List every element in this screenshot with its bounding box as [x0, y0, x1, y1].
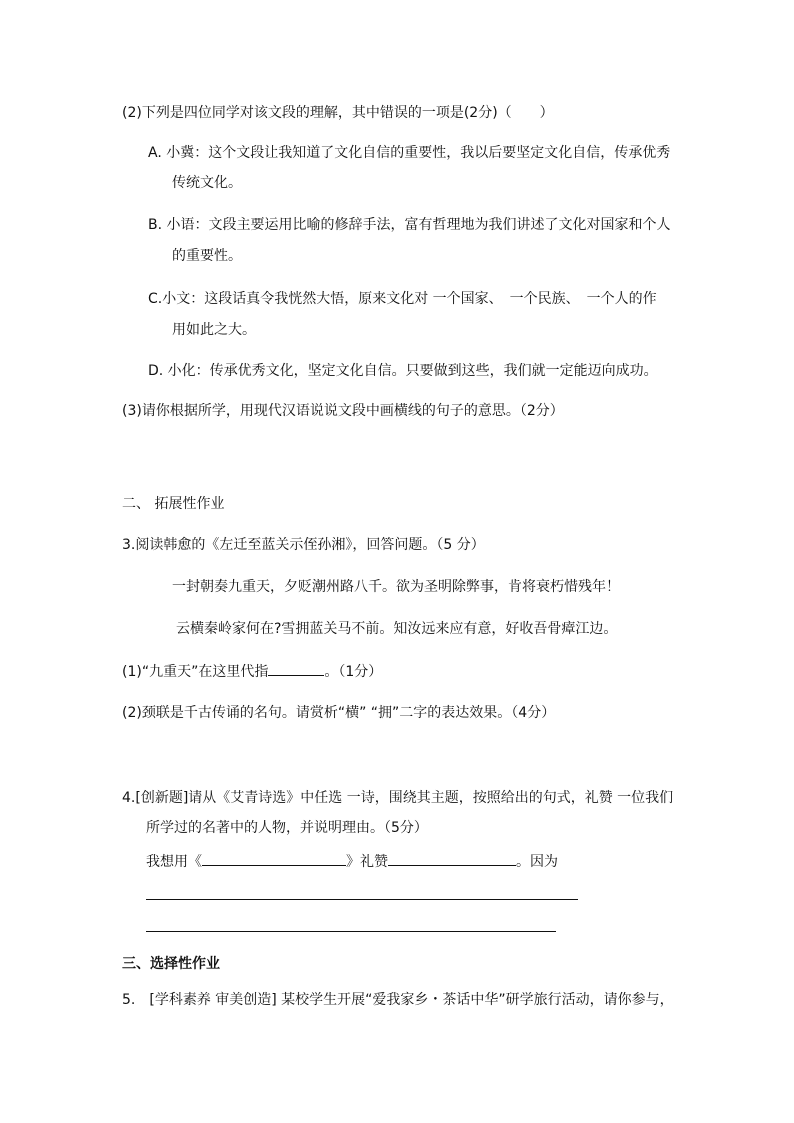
- q5-stem: 5. [学科素养 审美创造] 某校学生开展“爱我家乡・茶话中华”研学旅行活动，请你参与，: [122, 992, 674, 1008]
- poem-line1: 一封朝奏九重天，夕贬潮州路八千。欲为圣明除弊事，肯将衰朽惜残年！: [172, 579, 620, 595]
- q4-template: [146, 851, 558, 872]
- option-b-line2: 的重要性。: [172, 248, 242, 264]
- option-d-line1: D. 小化：传承优秀文化，坚定文化自信。只要做到这些，我们就一定能迈向成功。: [148, 363, 658, 379]
- q3-sub1: [122, 661, 382, 682]
- option-b-line1: B. 小语：文段主要运用比喻的修辞手法，富有哲理地为我们讲述了文化对国家和个人: [148, 217, 671, 233]
- q3-sub1-score: 。（1分）: [324, 664, 383, 680]
- q3-sub2: (2)颈联是千古传诵的名句。请赏析“横” “拥”二字的表达效果。（4分）: [122, 705, 556, 721]
- q2-3-stem: (3)请你根据所学，用现代汉语说说文段中画横线的句子的意思。（2分）: [122, 403, 564, 419]
- q2-2-stem: (2)下列是四位同学对该文段的理解，其中错误的一项是(2分)（ ）: [122, 105, 554, 121]
- section2-title: 二、 拓展性作业: [122, 496, 225, 512]
- section3-title: 三、选择性作业: [122, 956, 220, 972]
- answer-line-1[interactable]: [146, 899, 578, 900]
- option-a-line1: A. 小冀：这个文段让我知道了文化自信的重要性，我以后要坚定文化自信，传承优秀: [148, 145, 671, 161]
- answer-blank[interactable]: [268, 661, 324, 676]
- q4-line2: 所学过的名著中的人物，并说明理由。（5分）: [146, 820, 428, 836]
- q3-stem: 3.阅读韩愈的《左迁至蓝关示侄孙湘》，回答问题。（5 分）: [122, 537, 485, 553]
- template-part2: 》礼赞: [346, 854, 388, 870]
- answer-line-2[interactable]: [146, 931, 556, 932]
- option-c-line1: C.小文：这段话真令我恍然大悟，原来文化对 一个国家、 一个民族、 一个人的作: [148, 291, 657, 307]
- template-part1: 我想用《: [146, 854, 202, 870]
- option-a-line2: 传统文化。: [172, 175, 242, 191]
- character-blank[interactable]: [388, 851, 516, 866]
- poem-line2: 云横秦岭家何在?雪拥蓝关马不前。知汝远来应有意，好收吾骨瘴江边。: [176, 621, 618, 637]
- template-part3: 。因为: [516, 854, 558, 870]
- q3-sub1-text: (1)“九重天”在这里代指: [122, 664, 269, 680]
- poem-title-blank[interactable]: [202, 851, 346, 866]
- q4-line1: 4.[创新题]请从《艾青诗选》中任选 一诗，围绕其主题，按照给出的句式，礼赞 一位我们: [122, 790, 674, 806]
- option-c-line2: 用如此之大。: [172, 322, 256, 338]
